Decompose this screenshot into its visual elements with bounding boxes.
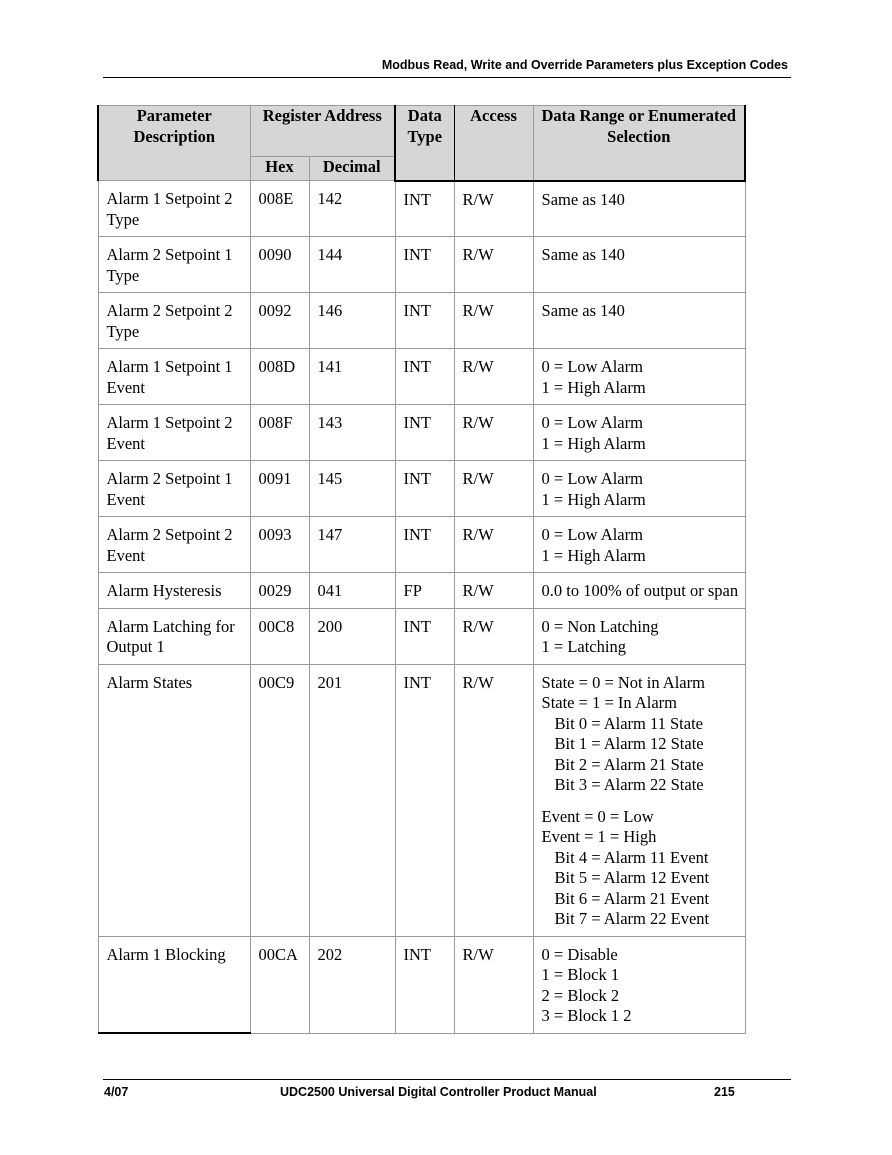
data-range-cell — [533, 461, 745, 517]
table-row — [98, 664, 745, 936]
data-range-cell — [533, 237, 745, 293]
decimal-address-cell: 147 — [309, 517, 395, 573]
decimal-address-cell: 144 — [309, 237, 395, 293]
data-type-cell: INT — [395, 181, 454, 237]
range-line: 1 = Latching — [541, 637, 626, 656]
access-cell: R/W — [454, 349, 533, 405]
range-line: 0 = Low Alarm — [541, 525, 643, 544]
data-type-cell: INT — [395, 405, 454, 461]
access-cell: R/W — [454, 936, 533, 1033]
data-range-cell — [533, 405, 745, 461]
range-line: State = 0 = Not in Alarm — [541, 672, 705, 692]
table-row — [98, 461, 745, 517]
range-line: 1 = High Alarm — [541, 489, 646, 509]
header-access: Access — [454, 106, 533, 181]
access-cell: R/W — [454, 664, 533, 936]
range-line: Bit 1 = Alarm 12 State — [554, 734, 704, 753]
hex-address-cell: 0091 — [250, 461, 309, 517]
range-line: 0 = Disable — [541, 944, 618, 964]
data-range-cell — [533, 573, 745, 609]
data-range-cell — [533, 936, 745, 1033]
parameter-description-cell: Alarm 2 Setpoint 2 Type — [98, 293, 250, 349]
range-line: Bit 0 = Alarm 11 State — [554, 713, 703, 733]
table-row — [98, 573, 745, 609]
data-type-cell: INT — [395, 664, 454, 936]
data-type-cell: INT — [395, 936, 454, 1033]
table-row — [98, 181, 745, 237]
range-line: 1 = High Alarm — [541, 377, 646, 397]
data-type-cell: INT — [395, 293, 454, 349]
range-line: Same as 140 — [541, 301, 625, 320]
hex-address-cell: 0093 — [250, 517, 309, 573]
hex-address-cell: 008E — [250, 181, 309, 237]
parameter-description-cell: Alarm 1 Setpoint 2 Type — [98, 181, 250, 237]
footer-page-number: 215 — [714, 1085, 735, 1099]
range-line: Bit 7 = Alarm 22 Event — [554, 909, 710, 928]
range-line: Event = 1 = High — [541, 827, 657, 846]
hex-address-cell: 00C8 — [250, 608, 309, 664]
access-cell: R/W — [454, 573, 533, 609]
table-row — [98, 608, 745, 664]
range-line: 1 = High Alarm — [541, 545, 646, 565]
parameter-description-cell: Alarm 1 Blocking — [98, 936, 250, 1033]
table-row — [98, 936, 745, 1033]
data-range-cell — [533, 608, 745, 664]
hex-address-cell: 0029 — [250, 573, 309, 609]
range-line: 1 = Block 1 — [541, 965, 620, 984]
hex-address-cell: 00CA — [250, 936, 309, 1033]
table-row — [98, 293, 745, 349]
range-line: 0 = Low Alarm — [541, 413, 643, 432]
range-line: State = 1 = In Alarm — [541, 693, 677, 712]
data-type-cell: INT — [395, 608, 454, 664]
header-hex: Hex — [250, 157, 309, 181]
parameter-description-cell: Alarm 2 Setpoint 2 Event — [98, 517, 250, 573]
range-line: Event = 0 = Low — [541, 806, 654, 826]
header-rule — [103, 77, 791, 78]
range-line: 1 = High Alarm — [541, 433, 646, 453]
access-cell: R/W — [454, 517, 533, 573]
decimal-address-cell: 202 — [309, 936, 395, 1033]
data-range-cell — [533, 349, 745, 405]
access-cell: R/W — [454, 608, 533, 664]
decimal-address-cell: 143 — [309, 405, 395, 461]
range-line: Same as 140 — [541, 189, 625, 209]
parameter-description-cell: Alarm Hysteresis — [98, 573, 250, 609]
page-header-title: Modbus Read, Write and Override Parameters plus Exception Codes — [381, 58, 788, 72]
range-line: 2 = Block 2 — [541, 985, 620, 1005]
table-row — [98, 237, 745, 293]
access-cell: R/W — [454, 237, 533, 293]
range-line: Bit 6 = Alarm 21 Event — [554, 888, 710, 908]
range-line: 0 = Low Alarm — [541, 357, 643, 376]
data-type-cell: INT — [395, 237, 454, 293]
footer-date: 4/07 — [104, 1085, 129, 1099]
decimal-address-cell: 141 — [309, 349, 395, 405]
parameter-description-cell: Alarm 2 Setpoint 1 Event — [98, 461, 250, 517]
decimal-address-cell: 201 — [309, 664, 395, 936]
table-row — [98, 405, 745, 461]
hex-address-cell: 008D — [250, 349, 309, 405]
data-range-cell — [533, 517, 745, 573]
data-range-cell — [533, 181, 745, 237]
parameter-description-cell: Alarm 1 Setpoint 1 Event — [98, 349, 250, 405]
access-cell: R/W — [454, 405, 533, 461]
range-line: Bit 3 = Alarm 22 State — [554, 775, 704, 794]
footer-title: UDC2500 Universal Digital Controller Product Manual — [280, 1085, 597, 1099]
decimal-address-cell: 146 — [309, 293, 395, 349]
footer-rule — [103, 1079, 791, 1080]
parameter-description-cell: Alarm Latching for Output 1 — [98, 608, 250, 664]
access-cell: R/W — [454, 461, 533, 517]
header-parameter-description: Parameter Description — [98, 106, 250, 181]
range-line: 0 = Non Latching — [541, 616, 659, 636]
range-line: 3 = Block 1 2 — [541, 1006, 632, 1025]
range-line: Bit 5 = Alarm 12 Event — [554, 868, 710, 887]
data-range-cell — [533, 664, 745, 936]
range-line: Bit 4 = Alarm 11 Event — [554, 847, 709, 867]
header-data-type: Data Type — [395, 106, 454, 181]
decimal-address-cell: 200 — [309, 608, 395, 664]
parameter-description-cell: Alarm 2 Setpoint 1 Type — [98, 237, 250, 293]
range-line: 0 = Low Alarm — [541, 469, 643, 488]
data-type-cell: INT — [395, 517, 454, 573]
parameter-description-cell: Alarm 1 Setpoint 2 Event — [98, 405, 250, 461]
decimal-address-cell: 142 — [309, 181, 395, 237]
hex-address-cell: 0092 — [250, 293, 309, 349]
header-data-range: Data Range or Enumerated Selection — [533, 106, 745, 181]
range-line: Bit 2 = Alarm 21 State — [554, 754, 704, 774]
hex-address-cell: 008F — [250, 405, 309, 461]
access-cell: R/W — [454, 181, 533, 237]
header-register-address: Register Address — [250, 106, 395, 157]
range-line: 0.0 to 100% of output or span — [541, 581, 739, 600]
data-type-cell: INT — [395, 461, 454, 517]
data-type-cell: INT — [395, 349, 454, 405]
hex-address-cell: 0090 — [250, 237, 309, 293]
parameter-table — [97, 105, 746, 1034]
range-line: Same as 140 — [541, 245, 625, 264]
parameter-description-cell: Alarm States — [98, 664, 250, 936]
access-cell: R/W — [454, 293, 533, 349]
header-decimal: Decimal — [309, 157, 395, 181]
hex-address-cell: 00C9 — [250, 664, 309, 936]
table-row — [98, 349, 745, 405]
data-type-cell: FP — [395, 573, 454, 609]
range-spacer — [542, 796, 745, 807]
data-range-cell — [533, 293, 745, 349]
decimal-address-cell: 145 — [309, 461, 395, 517]
decimal-address-cell: 041 — [309, 573, 395, 609]
table-row — [98, 517, 745, 573]
